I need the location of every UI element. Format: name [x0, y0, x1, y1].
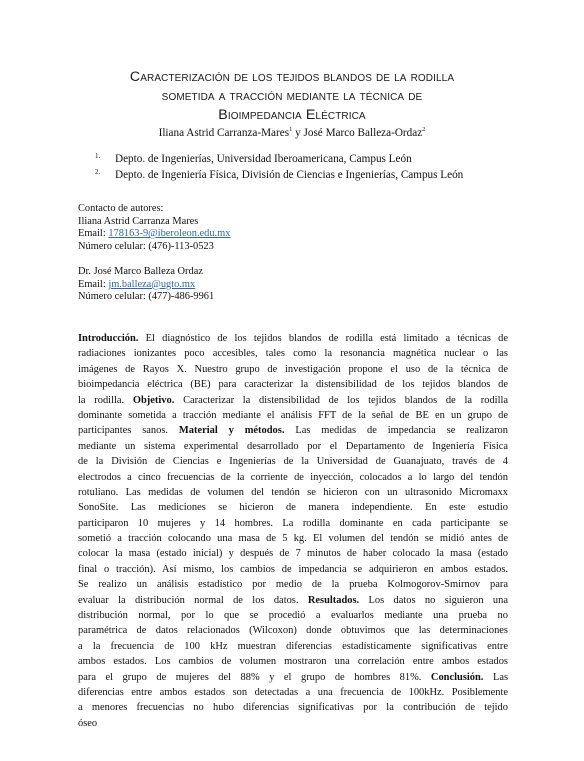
section-heading: Conclusión.: [430, 671, 484, 683]
contact-name: Dr. José Marco Balleza Ordaz: [78, 266, 203, 277]
abstract-line: rotuliano. Las medidas de volumen del tendón se hicieron con un ultrasonido Micromaxx: [78, 486, 508, 498]
email-label: Email:: [78, 278, 106, 290]
email-link[interactable]: jm.balleza@ugto.mx: [108, 278, 196, 290]
affiliation-text: Depto. de Ingeniería Física, División de Ciencias e Ingenierías, Campus León: [115, 169, 464, 181]
contact-email-row: [78, 228, 230, 241]
abstract-line: mediante un sistema experimental desarrollado por el Departamento de Ingeniería Física: [78, 440, 508, 452]
abstract-line: [78, 423, 508, 438]
affiliation-number: 1.: [95, 152, 101, 160]
author-conjunction: y: [295, 127, 301, 139]
contact-block: [78, 203, 230, 253]
abstract-line: colocar la masa (estado inicial) y después de 7 minutos de haber colocado la masa (estado: [78, 548, 508, 560]
email-link[interactable]: 178163-9@iberoleon.edu.mx: [108, 228, 231, 240]
author-name: Iliana Astrid Carranza-Mares: [158, 127, 290, 139]
abstract-line: óseo: [78, 717, 98, 729]
contact-email-row: [78, 279, 214, 292]
abstract-line: diferencias entre ambos estados son detectadas a una frecuencia de 100kHz. Posiblemente: [78, 686, 508, 698]
abstract-line: SonoSite. Las mediciones se hicieron de manera independiente. En este estudio: [78, 502, 508, 514]
abstract-line: de la División de Ciencias e Ingenierías de la Universidad de Guanajuato, través de 4: [78, 456, 508, 468]
contact-name: Iliana Astrid Carranza Mares: [78, 215, 199, 227]
section-heading: Material y métodos.: [178, 425, 285, 437]
line-text: El diagnóstico de los tejidos blandos de rodilla está limitado a técnicas de: [145, 333, 508, 344]
line-text: evaluar la distribución normal de los datos.: [78, 594, 299, 606]
abstract-line: distribución normal, por lo que se procedió a evaluarlos mediante una prueba no: [78, 610, 508, 622]
abstract-body: [78, 331, 508, 731]
title-line: Bioimpedancia Eléctrica: [218, 107, 366, 123]
affiliation-text: Depto. de Ingenierías, Universidad Iberoamericana, Campus León: [115, 153, 412, 165]
abstract-line: a menores frecuencias no hubo diferencias significativas por la contribución de tejido: [78, 702, 508, 714]
abstract-line: participaron 10 mujeres y 14 hombres. La rodilla dominante en cada participante se: [78, 517, 508, 529]
abstract-line: dominante sometida a tracción mediante el análisis FFT de la señal de BE en un grupo de: [78, 409, 508, 421]
contact-block: [78, 266, 214, 304]
line-text: Las medidas de impedancia se realizaron: [295, 425, 508, 437]
affiliation-marker: 1: [289, 126, 293, 133]
section-heading: Resultados.: [307, 594, 360, 606]
abstract-line: paramétrica de datos relacionados (Wilcoxon) donde obtuvimos que las determinaciones: [78, 625, 508, 637]
contact-phone: Número celular: (477)-486-9961: [78, 291, 215, 303]
affiliation-marker: 2: [422, 126, 426, 133]
line-text: Caracterizar la distensibilidad de los tejidos blandos de la rodilla: [183, 394, 508, 406]
line-text: para el grupo de mujeres del 88% y el grupo de hombres 81%.: [78, 671, 422, 683]
abstract-line: [78, 331, 508, 346]
abstract-line: sometió a tracción colocando una masa de 5 kg. El volumen del tendón se midió antes de: [78, 533, 508, 545]
email-label: Email:: [78, 228, 106, 240]
abstract-line: radiaciones ionizantes poco accesibles, tales como la resonancia magnética nuclear o las: [78, 348, 508, 360]
line-text: participantes sanos.: [78, 425, 169, 437]
title-line: Caracterización de los tejidos blandos de la rodilla: [129, 69, 455, 85]
abstract-line: final o tracción). Así mismo, los cambios de impedancia se adquirieron en ambos estados.: [78, 563, 508, 575]
abstract-line: [78, 670, 508, 685]
contact-heading: Contacto de autores:: [78, 203, 164, 214]
abstract-line: a la frecuencia de 100 kHz muestran diferencias estadísticamente significativas entre: [78, 640, 508, 652]
title-line: sometida a tracción mediante la técnica de: [161, 88, 423, 104]
abstract-line: Se realizo un análisis estadístico por medio de la prueba Kolmogorov-Smirnov para: [78, 579, 508, 591]
abstract-line: [78, 593, 508, 608]
abstract-line: [78, 393, 508, 408]
line-text: Las: [492, 671, 509, 683]
section-heading: Objetivo.: [132, 394, 175, 406]
affiliation-number: 2.: [95, 168, 101, 176]
abstract-line: bioimpedancia eléctrica (BE) para caracterizar la distensibilidad de los tejidos blandos de: [78, 379, 508, 391]
paper-title: [30, 68, 554, 125]
line-text: la rodilla.: [78, 394, 125, 406]
abstract-line: electrodos a cinco frecuencias de la corriente de inyección, colocados a lo largo del tendón: [78, 471, 508, 483]
section-heading: Introducción.: [78, 333, 139, 344]
author-name: José Marco Balleza-Ordaz: [303, 127, 423, 139]
abstract-line: imágenes de Rayos X. Nuestro grupo de investigación propone el uso de la técnica de: [78, 363, 508, 375]
line-text: Los datos no siguieron una: [368, 594, 508, 606]
contact-phone: Número celular: (476)-113-0523: [78, 240, 214, 252]
author-list: [0, 126, 584, 140]
abstract-line: ambos estados. Los cambios de volumen mostraron una correlación entre ambos estados: [78, 656, 508, 668]
